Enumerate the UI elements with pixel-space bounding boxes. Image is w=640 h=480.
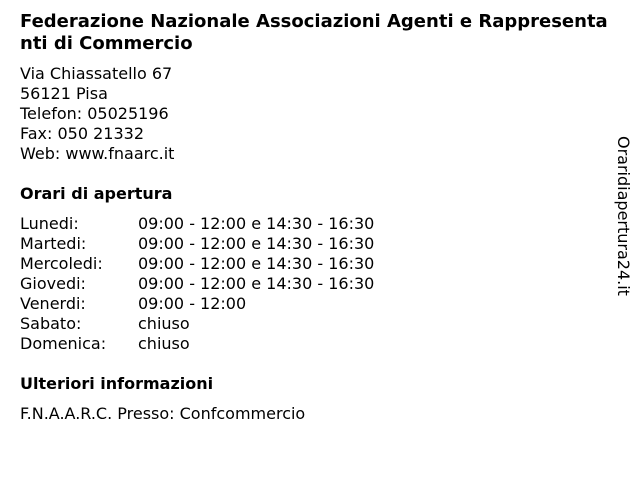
hours-day: Mercoledi: xyxy=(20,254,103,273)
address-street: Via Chiassatello 67 xyxy=(20,64,173,83)
hours-day: Giovedi: xyxy=(20,274,86,293)
hours-day: Lunedi: xyxy=(20,214,79,233)
hours-day: Martedi: xyxy=(20,234,87,253)
hours-row-tuesday xyxy=(20,234,440,254)
address-fax: Fax: 050 21332 xyxy=(20,124,145,143)
address-phone: Telefon: 05025196 xyxy=(20,104,169,123)
hours-time: 09:00 - 12:00 e 14:30 - 16:30 xyxy=(138,254,375,273)
further-info-heading: Ulteriori informazioni xyxy=(20,374,214,393)
address-city: 56121 Pisa xyxy=(20,84,108,103)
hours-day: Venerdi: xyxy=(20,294,86,313)
hours-row-sunday xyxy=(20,334,440,354)
further-info-text: F.N.A.A.R.C. Presso: Confcommercio xyxy=(20,404,306,423)
hours-day: Sabato: xyxy=(20,314,82,333)
hours-row-monday xyxy=(20,214,440,234)
hours-row-saturday xyxy=(20,314,440,334)
hours-time: 09:00 - 12:00 e 14:30 - 16:30 xyxy=(138,214,375,233)
opening-hours-heading: Orari di apertura xyxy=(20,184,173,203)
hours-time: 09:00 - 12:00 xyxy=(138,294,247,313)
address-web: Web: www.fnaarc.it xyxy=(20,144,175,163)
hours-time: 09:00 - 12:00 e 14:30 - 16:30 xyxy=(138,234,375,253)
hours-day: Domenica: xyxy=(20,334,107,353)
opening-hours-table xyxy=(20,214,440,354)
address-block xyxy=(20,64,174,164)
hours-row-wednesday xyxy=(20,254,440,274)
page-title: Federazione Nazionale Associazioni Agenti e Rappresentanti di Commercio xyxy=(20,11,608,54)
hours-time: chiuso xyxy=(138,334,190,353)
hours-time: chiuso xyxy=(138,314,190,333)
hours-time: 09:00 - 12:00 e 14:30 - 16:30 xyxy=(138,274,375,293)
hours-row-thursday xyxy=(20,274,440,294)
site-watermark: Oraridiapertura24.it xyxy=(614,136,633,296)
hours-row-friday xyxy=(20,294,440,314)
